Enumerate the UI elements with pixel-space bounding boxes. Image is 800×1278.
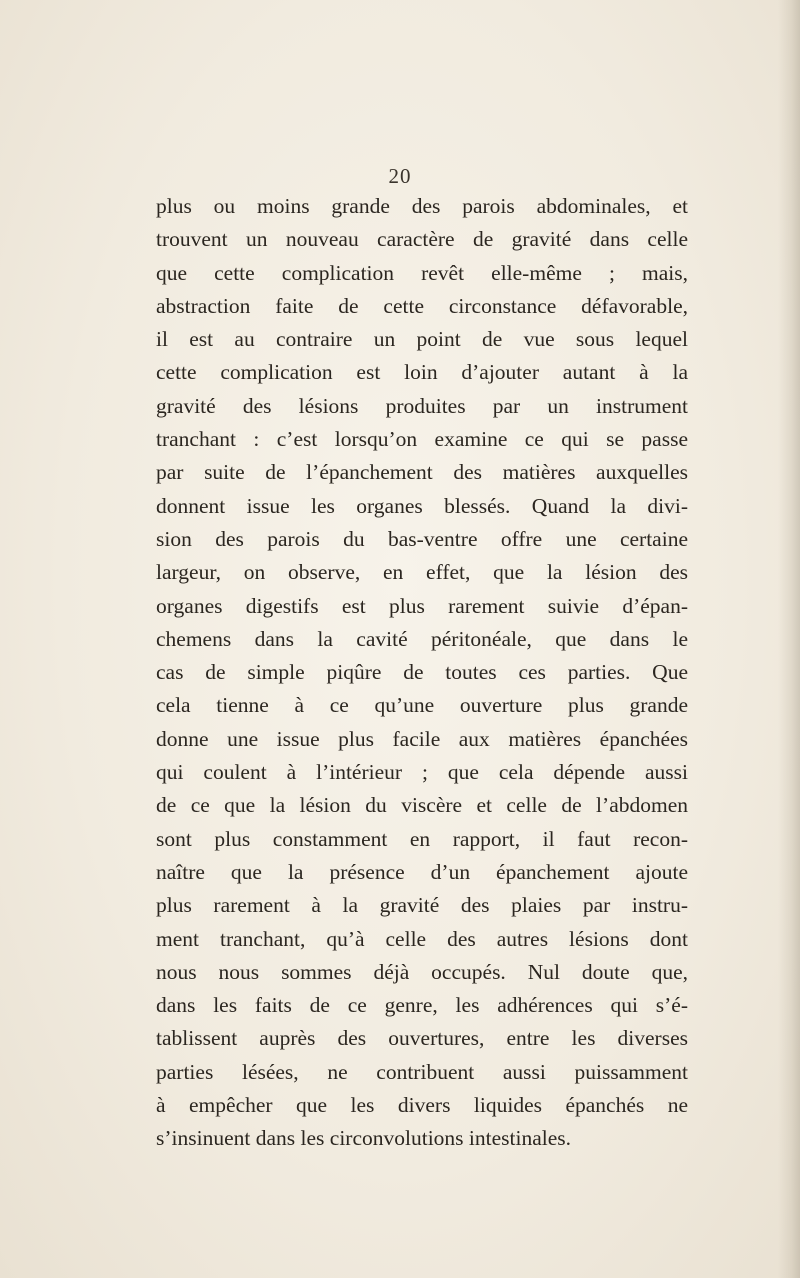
body-text — [156, 190, 688, 1156]
text-line: plus ou moins grande des parois abdominales, et — [156, 194, 688, 218]
text-line: donne une issue plus facile aux matières épanchées — [156, 726, 688, 751]
text-line: organes digestifs est plus rarement suivie d’épan- — [156, 593, 688, 618]
text-line: cas de simple piqûre de toutes ces parties. Que — [156, 660, 688, 685]
text-line: parties lésées, ne contribuent aussi puissamment — [156, 1059, 688, 1084]
text-line: tablissent auprès des ouvertures, entre les diverses — [156, 1026, 688, 1051]
text-line: largeur, on observe, en effet, que la lésion des — [156, 560, 688, 585]
text-line: dans les faits de ce genre, les adhérences qui s’é- — [156, 993, 688, 1018]
text-line: nous nous sommes déjà occupés. Nul doute que, — [156, 959, 688, 984]
text-line: cette complication est loin d’ajouter autant à la — [156, 360, 688, 385]
text-line: tranchant : c’est lorsqu’on examine ce qui se passe — [156, 427, 688, 452]
text-line: qui coulent à l’intérieur ; que cela dépende aussi — [156, 760, 688, 785]
text-line: il est au contraire un point de vue sous lequel — [156, 327, 688, 352]
text-line: plus rarement à la gravité des plaies par instru- — [156, 893, 688, 918]
text-line: donnent issue les organes blessés. Quand la divi- — [156, 493, 688, 518]
text-line: par suite de l’épanchement des matières auxquelles — [156, 460, 688, 485]
text-line: que cette complication revêt elle-même ; mais, — [156, 260, 688, 285]
text-line: sion des parois du bas-ventre offre une certaine — [156, 526, 688, 551]
text-line: s’insinuent dans les circonvolutions intestinales. — [156, 1126, 572, 1151]
text-line: gravité des lésions produites par un instrument — [156, 393, 688, 418]
text-line: trouvent un nouveau caractère de gravité dans celle — [156, 227, 688, 252]
text-line: de ce que la lésion du viscère et celle de l’abdomen — [156, 793, 688, 818]
text-line: à empêcher que les divers liquides épanchés ne — [156, 1093, 688, 1118]
text-line: chemens dans la cavité péritonéale, que dans le — [156, 626, 688, 651]
page-edge-shadow — [778, 0, 800, 1278]
text-line: naître que la présence d’un épanchement ajoute — [156, 859, 688, 884]
text-line: cela tienne à ce qu’une ouverture plus grande — [156, 693, 688, 718]
text-line: abstraction faite de cette circonstance défavorable, — [156, 293, 688, 318]
page-number: 20 — [388, 164, 412, 188]
text-line: ment tranchant, qu’à celle des autres lésions dont — [156, 926, 688, 951]
text-line: sont plus constamment en rapport, il faut recon- — [156, 826, 688, 851]
